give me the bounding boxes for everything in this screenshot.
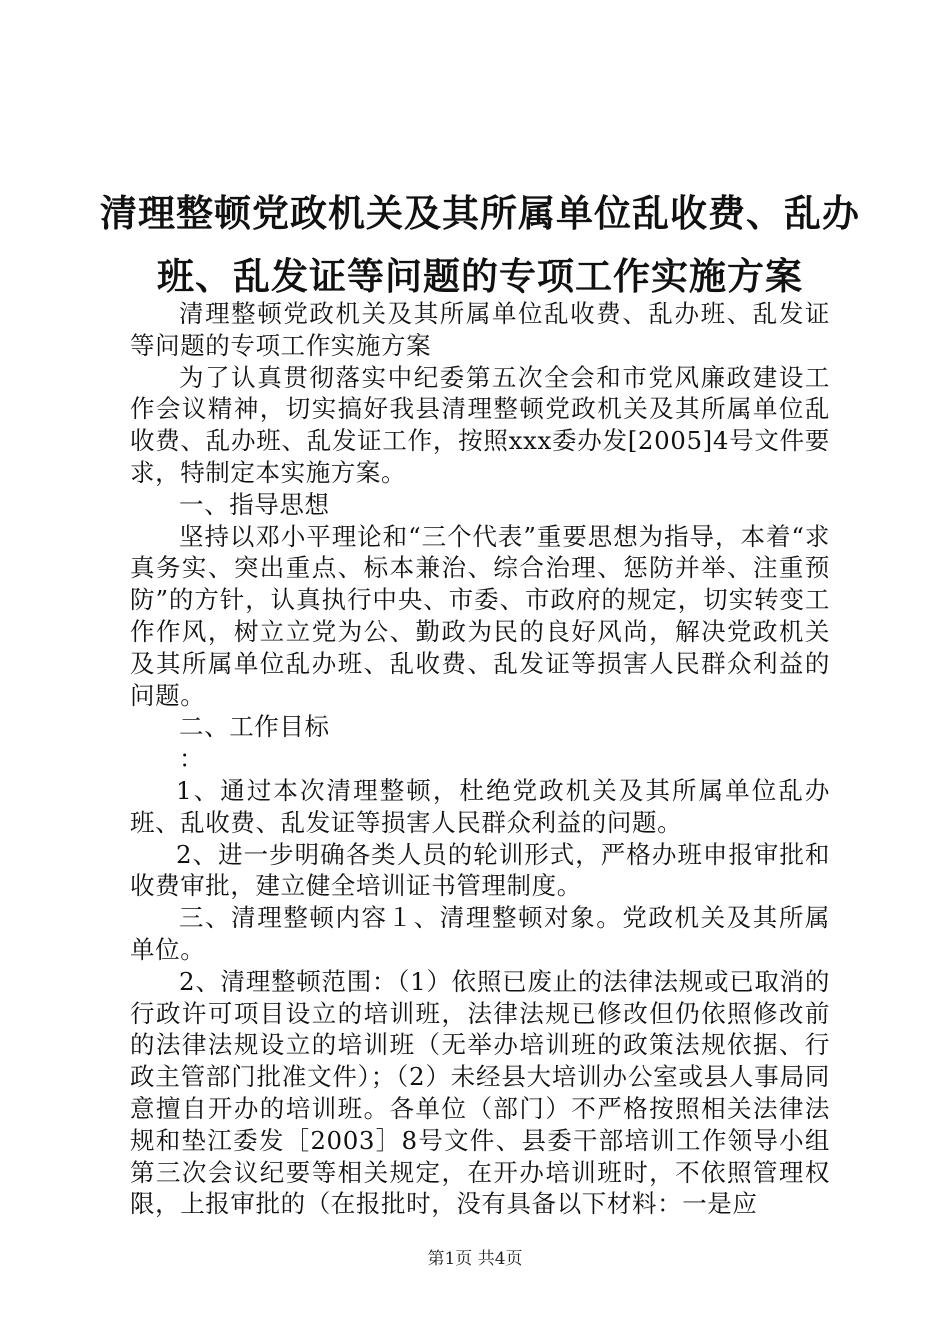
paragraph-subtitle: 清理整顿党政机关及其所属单位乱收费、乱办班、乱发证等问题的专项工作实施方案 xyxy=(130,299,830,360)
paragraph-section-three: 三、清理整顿内容１、清理整顿对象。党政机关及其所属单位。 xyxy=(130,903,830,964)
document-body xyxy=(130,298,830,1220)
page-footer: 第1页 共4页 xyxy=(427,1249,523,1269)
paragraph-scope: 2、清理整顿范围：（1）依照已废止的法律法规或已取消的行政许可项目设立的培训班，法律法规已修改但仍依照修改前的法律法规设立的培训班（无举办培训班的政策法规依据、行政主管部门批准文件）；（2）未经县大培训办公室或县人事局同意擅自开办的培训班。各单位（部门）不严格按照相关法律法规和垫江委发［2003］8号文件、县委干部培训工作领导小组第三次会议纪要等相关规定，在开办培训班时，不依照管理权限，上报审批的（在报批时，没有具备以下材料：一是应 xyxy=(130,966,830,1219)
section-heading-guiding-thought: 一、指导思想 xyxy=(179,489,330,519)
document-title xyxy=(100,182,860,308)
document-title-line-1: 清理整顿党政机关及其所属单位乱收费、乱办 xyxy=(100,192,860,235)
section-heading-work-goals: 二、工作目标 xyxy=(179,712,330,742)
paragraph-colon: ： xyxy=(179,744,205,774)
document-title-line-2: 班、乱发证等问题的专项工作实施方案 xyxy=(157,255,803,298)
paragraph-goal-2: 2、进一步明确各类人员的轮训形式，严格办班申报审批和收费审批，建立健全培训证书管理制度。 xyxy=(130,839,830,901)
paragraph-goal-1: 1、通过本次清理整顿，杜绝党政机关及其所属单位乱办班、乱收费、乱发证等损害人民群众利益的问题。 xyxy=(130,775,830,837)
paragraph-intro: 为了认真贯彻落实中纪委第五次全会和市党风廉政建设工作会议精神，切实搞好我县清理整顿党政机关及其所属单位乱收费、乱办班、乱发证工作，按照xxx委办发[2005]4号文件要求，特制定本实施方案。 xyxy=(130,362,830,487)
paragraph-guiding-thought: 坚持以邓小平理论和“三个代表”重要思想为指导，本着“求真务实、突出重点、标本兼治、综合治理、惩防并举、注重预防”的方针，认真执行中央、市委、市政府的规定，切实转变工作作风，树立立党为公、勤政为民的良好风尚，解决党政机关及其所属单位乱办班、乱收费、乱发证等损害人民群众利益的问题。 xyxy=(130,521,830,710)
